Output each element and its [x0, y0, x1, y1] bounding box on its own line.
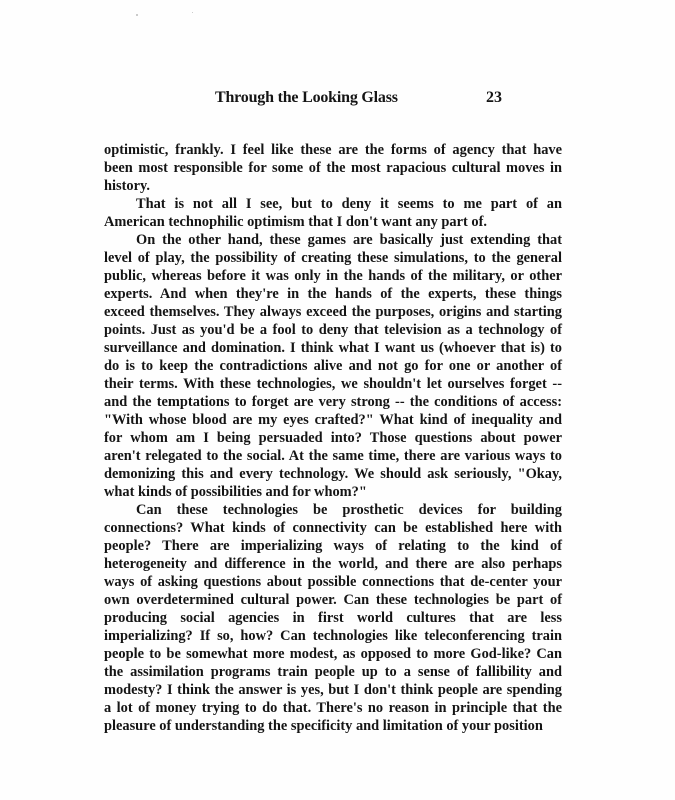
text-line: modesty? I think the answer is yes, but I don't think people are spending [104, 682, 562, 698]
text-line: a lot of money trying to do that. There's no reason in principle that the [104, 700, 562, 716]
text-line: for whom am I being persuaded into? Those questions about power [104, 430, 562, 446]
text-line: their terms. With these technologies, we shouldn't let ourselves forget -- [104, 376, 562, 392]
text-line: people to be somewhat more modest, as opposed to more God-like? Can [104, 646, 562, 662]
text-line: On the other hand, these games are basically just extending that [136, 232, 562, 248]
text-line: American technophilic optimism that I don't want any part of. [104, 214, 487, 230]
text-line: public, whereas before it was only in the hands of the military, or other [104, 268, 562, 284]
text-line: and the temptations to forget are very strong -- the conditions of access: [104, 394, 562, 410]
text-line: do is to keep the contradictions alive and not go for one or another of [104, 358, 562, 374]
running-header-title: Through the Looking Glass [215, 89, 398, 106]
text-line: people? There are imperializing ways of relating to the kind of [104, 538, 562, 554]
text-line: level of play, the possibility of creating these simulations, to the general [104, 250, 562, 266]
text-line: experts. And when they're in the hands of the experts, these things [104, 286, 562, 302]
text-line: demonizing this and every technology. We should ask seriously, "Okay, [104, 466, 562, 482]
text-line: producing social agencies in first world cultures that are less [104, 610, 562, 626]
text-line: own overdetermined cultural power. Can these technologies be part of [104, 592, 562, 608]
text-line: been most responsible for some of the most rapacious cultural moves in [104, 160, 562, 176]
text-line: connections? What kinds of connectivity can be established here with [104, 520, 562, 536]
text-line: the assimilation programs train people up to a sense of fallibility and [104, 664, 562, 680]
text-line: surveillance and domination. I think what I want us (whoever that is) to [104, 340, 562, 356]
page-number: 23 [486, 89, 502, 106]
text-line: pleasure of understanding the specificity and limitation of your position [104, 718, 543, 734]
text-line: aren't relegated to the social. At the same time, there are various ways to [104, 448, 562, 464]
text-line: optimistic, frankly. I feel like these are the forms of agency that have [104, 142, 562, 158]
scan-speck [136, 14, 138, 16]
text-line: what kinds of possibilities and for whom?" [104, 484, 367, 500]
text-line: "With whose blood are my eyes crafted?" What kind of inequality and [104, 412, 562, 428]
running-header [0, 89, 675, 109]
text-line: heterogeneity and difference in the world, and there are also perhaps [104, 556, 562, 572]
text-line: imperializing? If so, how? Can technologies like teleconferencing train [104, 628, 562, 644]
body-text [104, 141, 562, 735]
scan-speck [192, 12, 193, 13]
text-line: Can these technologies be prosthetic devices for building [136, 502, 562, 518]
text-line: ways of asking questions about possible connections that de-center your [104, 574, 562, 590]
text-line: points. Just as you'd be a fool to deny that television as a technology of [104, 322, 562, 338]
text-line: exceed themselves. They always exceed the purposes, origins and starting [104, 304, 562, 320]
text-line: That is not all I see, but to deny it seems to me part of an [136, 196, 562, 212]
text-line: history. [104, 178, 150, 194]
